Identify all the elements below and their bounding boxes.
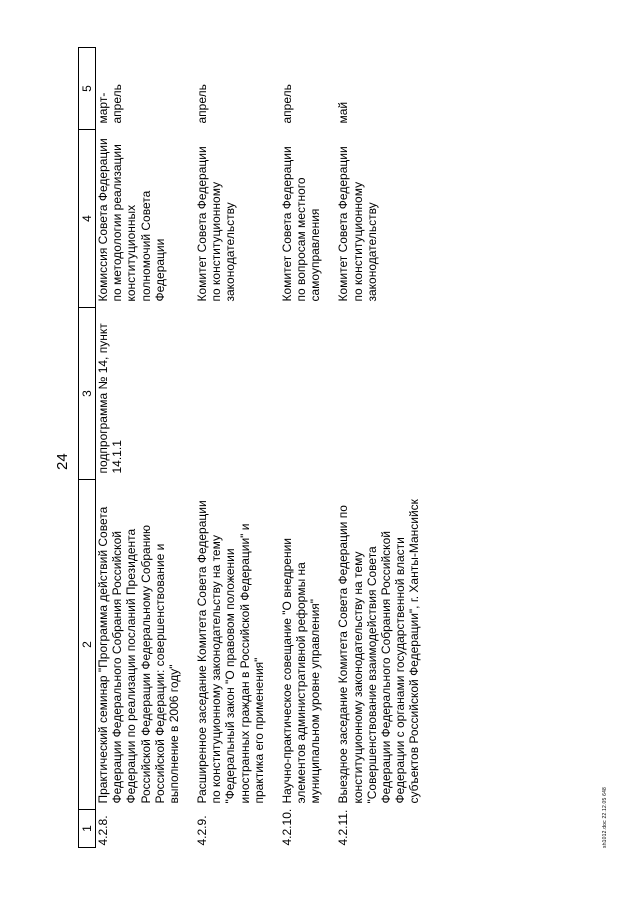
- basis-reference: [195, 308, 280, 480]
- table-row: [195, 48, 280, 848]
- column-header-1: 1: [79, 810, 96, 848]
- column-header-4: 4: [79, 130, 96, 308]
- column-header-5: 5: [79, 48, 96, 130]
- event-date: апрель: [279, 84, 294, 124]
- item-number: 4.2.8.: [96, 815, 111, 846]
- item-number: 4.2.10.: [279, 808, 294, 846]
- column-header-2: 2: [79, 480, 96, 810]
- file-footer: sh1012.doc 22.12.05 648: [602, 786, 608, 848]
- column-header-3: 3: [79, 308, 96, 480]
- table-row: [280, 48, 336, 848]
- header-row: [79, 48, 96, 848]
- responsible-body: Комитет Совета Федерации по конституционному законодательству: [195, 146, 238, 302]
- event-description: Выездное заседание Комитета Совета Федерации по конституционному законодательству на тему "Совершенствование взаимодействия Совета Федерации Федерального Собрания Российской Федерации с органами государственной власти субъектов Российской Федерации", г. Ханты-Мансийск: [336, 499, 422, 804]
- basis-reference: [336, 308, 435, 480]
- event-date: апрель: [195, 84, 210, 124]
- event-description: Расширенное заседание Комитета Совета Федерации по конституционному законодательству на тему "Федеральный закон "О правовом положении иностранных граждан в Российской Федерации" и практика его применения": [195, 500, 266, 804]
- basis-reference: [280, 308, 336, 480]
- table-row: [336, 48, 435, 848]
- event-description: Практический семинар "Программа действий Совета Федерации Федерального Собрания Российской Федерации по реализации посланий Президента Российской Федерации Федеральному Собранию Российской Федерации: совершенствование и выполнение в 2006 году": [96, 506, 181, 804]
- basis-reference: подпрограмма № 14, пункт 14.1.1: [96, 323, 125, 474]
- plan-table: [78, 47, 435, 848]
- event-date: март-апрель: [96, 84, 125, 124]
- responsible-body: Комитет Совета Федерации по конституционному законодательству: [336, 146, 379, 302]
- event-description: Научно-практическое совещание "О внедрении элементов административной реформы на муниципальном уровне управления": [279, 537, 323, 804]
- responsible-body: Комиссия Совета Федерации по методологии реализации конституционных полномочий Совета Федерации: [96, 138, 167, 302]
- page-number: 24: [54, 453, 71, 470]
- responsible-body: Комитет Совета Федерации по вопросам местного самоуправления: [279, 146, 323, 302]
- event-date: май: [336, 101, 351, 124]
- table-row: [96, 48, 195, 848]
- item-number: 4.2.9.: [195, 815, 210, 846]
- item-number: 4.2.11.: [336, 809, 351, 846]
